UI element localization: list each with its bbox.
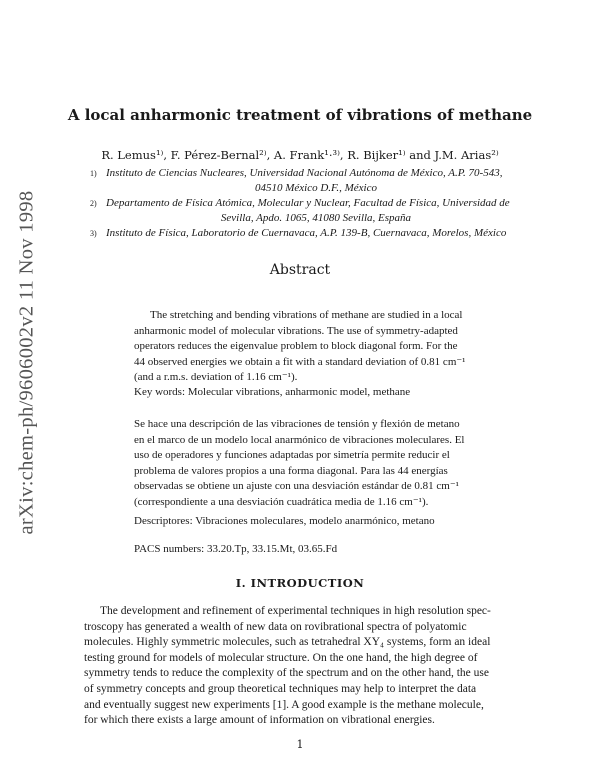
keywords — [134, 385, 494, 401]
intro-line: The development and refinement of experimental techniques in high resolution spec- — [100, 605, 491, 617]
abstract-es-line: observadas se obtiene un ajuste con una desviación estándar de 0.81 cm⁻¹ — [134, 480, 459, 492]
abstract-en-line: The stretching and bending vibrations of methane are studied in a local — [150, 309, 463, 321]
abstract-english — [134, 308, 494, 386]
affiliation-1-line2: 04510 México D.F., México — [255, 182, 377, 194]
pacs-numbers — [134, 542, 494, 558]
intro-line: troscopy has generated a wealth of new data on rovibrational spectra of polyatomic — [84, 620, 467, 633]
abstract-es-line: (correspondiente a una desviación cuadrática media de 1.16 cm⁻¹). — [134, 495, 429, 508]
intro-line: molecules. Highly symmetric molecules, such as tetrahedral XY₄ systems, form an ideal — [84, 636, 491, 649]
intro-line: of symmetry concepts and group theoretical techniques may help to interpret the data — [84, 682, 477, 695]
affiliation-3-number: 3) — [90, 229, 97, 238]
abstract-en-line: 44 observed energies we obtain a fit with a standard deviation of 0.81 cm⁻¹ — [134, 355, 466, 368]
affiliation-3 — [90, 226, 536, 241]
abstract-spanish — [134, 417, 494, 510]
intro-line: symmetry tends to reduce the complexity of the spectrum and on the other hand, the use — [84, 667, 489, 680]
intro-line: for which there exists a large amount of information on vibrational energies. — [84, 714, 435, 727]
section-heading-introduction: I. INTRODUCTION — [235, 576, 365, 590]
paper-title: A local anharmonic treatment of vibrations of methane — [67, 106, 533, 124]
abstract-es-line: en el marco de un modelo local anarmónico de vibraciones moleculares. El — [134, 433, 465, 446]
descriptores — [134, 514, 494, 530]
affiliation-2 — [90, 196, 526, 226]
arxiv-side-stamp — [12, 185, 42, 540]
affiliation-1-line1: Instituto de Ciencias Nucleares, Universidad Nacional Autónoma de México, A.P. 70-543, — [106, 167, 503, 179]
author-list: R. Lemus¹⁾, F. Pérez-Bernal²⁾, A. Frank¹·³⁾, R. Bijker¹⁾ and J.M. Arias²⁾ — [101, 148, 499, 162]
introduction-paragraph — [84, 604, 530, 729]
abstract-heading: Abstract — [269, 262, 331, 278]
intro-line: testing ground for models of molecular structure. On the one hand, the high degree of — [84, 651, 478, 664]
affiliation-2-line2: Sevilla, Apdo. 1065, 41080 Sevilla, España — [220, 212, 412, 224]
abstract-en-line: operators reduces the eigenvalue problem to block diagonal form. For the — [134, 340, 458, 352]
page-number: 1 — [296, 738, 304, 751]
arxiv-identifier: arXiv:chem-ph/9606002v2 11 Nov 1998 — [15, 190, 38, 535]
pacs-text: PACS numbers: 33.20.Tp, 33.15.Mt, 03.65.Fd — [134, 543, 338, 555]
affiliation-1-number: 1) — [90, 169, 97, 178]
abstract-en-line: (and a r.m.s. deviation of 1.16 cm⁻¹). — [134, 371, 298, 383]
affiliation-2-line1: Departamento de Física Atómica, Molecular y Nuclear, Facultad de Física, Universidad de — [106, 197, 510, 209]
abstract-es-line: uso de operadores y funciones adaptadas por simetría permite reducir el — [134, 449, 450, 461]
intro-line: and eventually suggest new experiments [1]. A good example is the methane molecule, — [84, 698, 484, 711]
affiliation-2-number: 2) — [90, 199, 97, 208]
abstract-es-line: problema de valores propios a una forma diagonal. Para las 44 energías — [134, 464, 448, 477]
affiliation-1 — [90, 166, 526, 196]
abstract-es-line: Se hace una descripción de las vibraciones de tensión y flexión de metano — [134, 418, 460, 430]
affiliation-3-line1: Instituto de Física, Laboratorio de Cuernavaca, A.P. 139-B, Cuernavaca, Morelos, México — [106, 227, 507, 239]
keywords-text: Key words: Molecular vibrations, anharmonic model, methane — [134, 386, 411, 398]
abstract-en-line: anharmonic model of molecular vibrations. The use of symmetry-adapted — [134, 324, 458, 337]
descriptores-text: Descriptores: Vibraciones moleculares, modelo anarmónico, metano — [134, 515, 435, 527]
